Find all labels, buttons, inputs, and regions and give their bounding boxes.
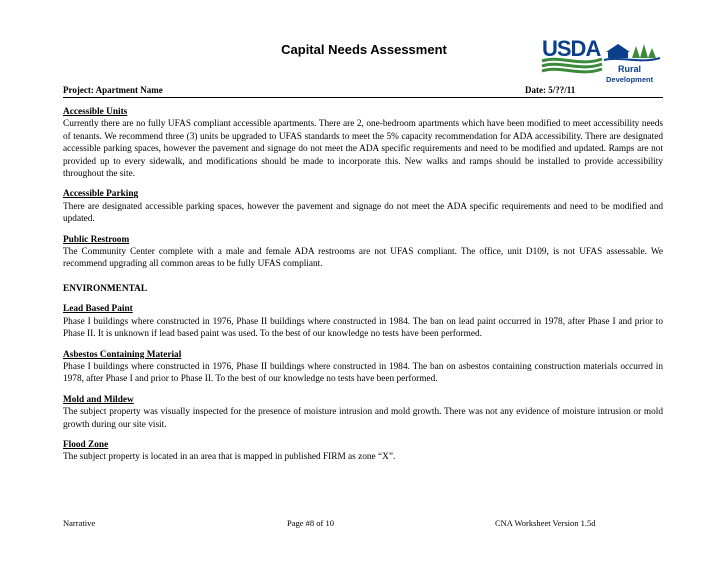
section-body: Currently there are no fully UFAS compliant accessible apartments. There are 2, one-bedroom apartments which have been modified to meet accessibility needs of tenants. We recommend three (3) units be upgraded to UFAS standards to meet the 5% capacity recommendation for ADA accessibility. There are designated accessible parking spaces, however the pavement and signage do not meet the ADA specific requirements and need to be modified and updated. Ramps are not provided up to every sidewalk, and modifications should be made to incorporate this. New walks and ramps should be installed to provide accessibility throughout the site. <box>63 119 663 180</box>
section-lead-based-paint <box>63 303 663 340</box>
section-body: Phase I buildings where constructed in 1976, Phase II buildings where constructed in 1984. The ban on asbestos containing construction materials occurred in 1978, after Phase I and prior to Phase II. To the best of our knowledge no tests have been performed. <box>63 361 663 385</box>
document-title: Capital Needs Assessment <box>281 42 447 57</box>
environmental-heading: ENVIRONMENTAL <box>63 283 148 294</box>
logo-line1-text: Rural <box>618 64 642 74</box>
footer-version: CNA Worksheet Version 1.5d <box>495 518 596 528</box>
footer-section-name: Narrative <box>63 518 96 528</box>
section-heading: Accessible Units <box>63 107 128 117</box>
section-body: The Community Center complete with a male and female ADA restrooms are not UFAS compliant. The office, unit D109, is not UFAS assessable. We recommend upgrading all common areas to be fully UFAS compliant. <box>63 247 663 270</box>
section-accessible-units <box>63 106 663 180</box>
logo-line2-text: Development <box>606 75 654 84</box>
section-body: There are designated accessible parking spaces, however the pavement and signage do not meet the ADA specific requirements and need to be modified and updated. <box>63 201 663 225</box>
footer-page-number: Page #8 of 10 <box>287 518 334 528</box>
narrative-content <box>63 106 663 472</box>
project-name: Project: Apartment Name <box>63 85 163 95</box>
section-body: Phase I buildings where constructed in 1976, Phase II buildings where constructed in 1984. The ban on lead paint occurred in 1978, after Phase I and prior to Phase II. It is unknown if lead based paint was used. To the best of our knowledge no tests have been performed. <box>63 316 663 340</box>
section-accessible-parking <box>63 188 663 225</box>
section-public-restroom <box>63 234 663 271</box>
section-flood-zone <box>63 439 663 464</box>
section-body: The subject property is located in an area that is mapped in published FIRM as zone “X”. <box>63 452 396 463</box>
section-heading: Public Restroom <box>63 234 130 245</box>
section-heading: Mold and Mildew <box>63 394 134 405</box>
section-heading: Asbestos Containing Material <box>63 349 182 360</box>
section-mold-mildew <box>63 394 663 431</box>
section-heading: Flood Zone <box>63 439 109 450</box>
document-footer <box>63 518 663 530</box>
document-date: Date: 5/??/11 <box>525 85 576 95</box>
section-body: The subject property was visually inspected for the presence of moisture intrusion and mold growth. There was not any evidence of moisture intrusion or mold growth during our site visit. <box>63 407 663 430</box>
section-heading: Accessible Parking <box>63 189 139 200</box>
logo-agency-text: USDA <box>542 36 601 61</box>
section-heading: Lead Based Paint <box>63 304 133 315</box>
section-asbestos <box>63 349 663 386</box>
document-header <box>63 82 663 98</box>
